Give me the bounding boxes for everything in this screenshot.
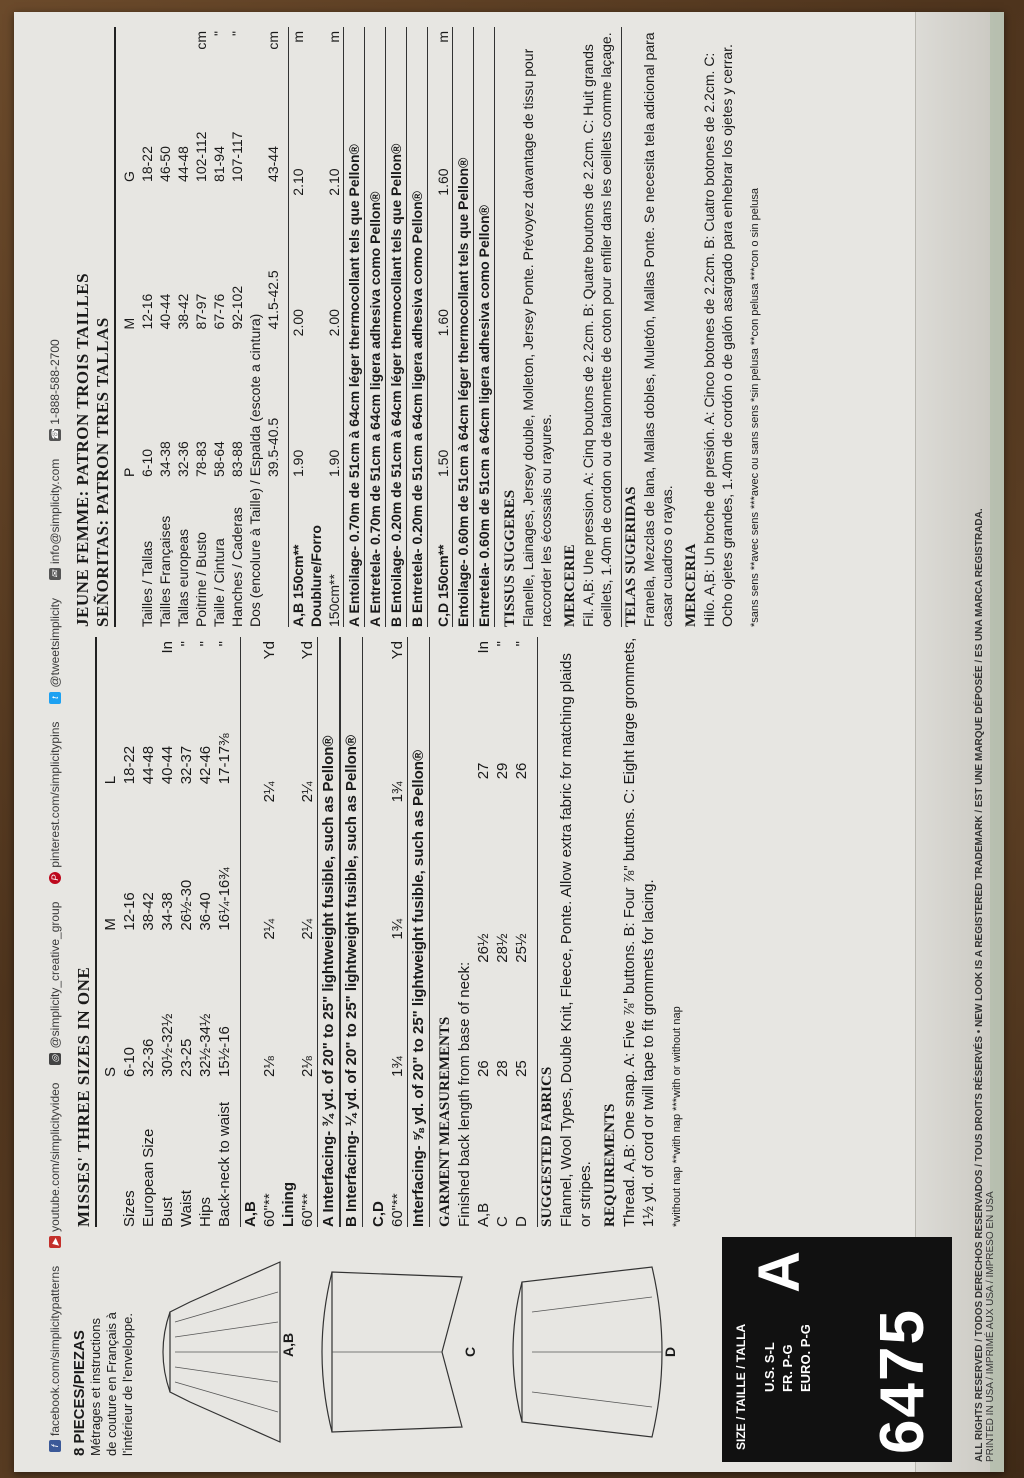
requirements-text: Thread. A,B: One snap. A: Five ⅞" buttons. B: Four ⅞" buttons. C: Eight large grommets, 1½ yd. of cord or twill tape to fit grommets for lacing. [621, 637, 657, 1227]
mercerie-heading: MERCERIE [562, 544, 578, 627]
view-d-drawing [502, 1252, 682, 1452]
cd-interfacing: Interfacing- ⅝ yd. of 20" to 25" lightweight fusible, such as Pellon® [407, 637, 430, 1227]
table-row: Back-neck to waist 15½-16 16¼-16¾ 17-17⅜ " [216, 641, 233, 1227]
view-ab-icon [150, 1252, 300, 1452]
suggested-fabrics-heading: SUGGESTED FABRICS [537, 637, 557, 1227]
table-row: C 28 28½ 29 " [494, 641, 511, 1227]
instagram-icon: ◎ [49, 1053, 61, 1065]
legal-notice [974, 22, 996, 1462]
cd-title: C,D [370, 1201, 387, 1227]
legal-line-2: PRINTED IN USA / IMPRIMÉ AUX USA / IMPRESO EN USA [985, 1191, 996, 1462]
pattern-envelope [14, 12, 1004, 1472]
pieces-line-3: l'intérieur de l'enveloppe. [120, 1313, 135, 1456]
a-entretela: A Entretela- 0.70m de 51cm a 64cm ligera adhesiva como Pellon® [365, 27, 386, 627]
youtube-link: ▶ youtube.com/simplicityvideo [48, 1083, 62, 1248]
legal-line-1: ALL RIGHTS RESERVED / TODOS DERECHOS RESERVADOS / TOUS DROITS RÉSERVÉS • NEW LOOK IS A REGISTERED TRADEMARK / EST UNE MARQUE DÉPOSÉE / ES UNA MARCA REGISTRADA. [974, 508, 985, 1462]
english-ab-yardage [240, 637, 317, 1227]
table-row: Bust 30½-32½ 34-38 40-44 In [159, 641, 176, 1227]
twitter-icon: t [49, 692, 61, 704]
table-row: C,D 150cm** 1.50 1.60 1.60 m [435, 31, 451, 627]
youtube-icon: ▶ [49, 1236, 61, 1248]
pinterest-link: P pinterest.com/simplicitypins [48, 722, 62, 884]
view-c-icon [312, 1252, 482, 1452]
size-col-g: G [121, 171, 137, 182]
french-spanish-column [74, 27, 764, 627]
left-column [72, 1237, 952, 1462]
view-d-label: D [662, 1346, 678, 1357]
garment-measurements-sub: Finished back length from base of neck: [456, 961, 473, 1227]
mercerie-text: Fil. A,B: Une pression. A: Cinq boutons de 2.2cm. B: Quatre boutons de 2.2cm. C: Huit grands oeillets, 1.40m de cordon ou de talonnette de coton pour enfiler dans les oeillets comme laçage. [580, 32, 614, 627]
table-row: 60"** 1¾ 1¾ 1¾ Yd [389, 641, 406, 1227]
b-entoilage: B Entoilage- 0.20m de 51cm à 64cm léger thermocollant tels que Pellon® [386, 27, 407, 627]
view-c-drawing [312, 1252, 482, 1452]
email-link: ✉ info@simplicity.com [48, 459, 62, 580]
a-interfacing: A Interfacing- ¾ yd. of 20" to 25" lightweight fusible, such as Pellon® [317, 637, 340, 1227]
view-ab-label: A,B [280, 1332, 296, 1357]
pinterest-icon: P [49, 872, 61, 884]
french-footnote: *sans sens **avec sens ***avec ou sans sens *sin pelusa **con pelusa ***con o sin pelusa [749, 187, 761, 627]
table-row: Poitrine / Busto 78-83 87-97 102-112 cm [193, 31, 209, 627]
table-row: A,B 150cm** 1.90 2.00 2.10 m [290, 31, 306, 627]
size-fr: FR. P-G [780, 1344, 795, 1392]
doublure-title: Doublure/Forro [308, 525, 324, 627]
table-row: Tailles Françaises 34-38 40-44 46-50 [157, 146, 173, 627]
facebook-link: f facebook.com/simplicitypatterns [48, 1266, 62, 1452]
size-col-p: P [121, 467, 137, 477]
garment-measurements-heading: GARMENT MEASUREMENTS [437, 1016, 453, 1227]
table-row: Sizes 6-10 12-16 18-22 [121, 745, 138, 1227]
english-footnote: *without nap **with nap ***with or without nap [671, 1006, 683, 1227]
envelope-back-content [44, 22, 1004, 1462]
instagram-link: ◎ @simplicity_creative_group [48, 902, 62, 1065]
email-icon: ✉ [49, 568, 61, 580]
table-row: A,B 26 26½ 27 In [475, 641, 492, 1227]
table-row: 60"** 2⅛ 2¼ 2¼ Yd [299, 641, 316, 1227]
table-row: 150cm** 1.90 2.00 2.10 m [326, 31, 342, 627]
table-row: Tailles / Tallas 6-10 12-16 18-22 [139, 146, 155, 627]
table-row: 60"** 2⅛ 2¼ 2¼ Yd [261, 641, 278, 1227]
table-row: Waist 23-25 26½-30 32-37 " [178, 641, 195, 1227]
cd-entoilage: Entoilage- 0.60m de 51cm à 64cm léger thermocollant tels que Pellon® [452, 27, 474, 627]
french-heading: JEUNE FEMME: PATRON TROIS TAILLES [73, 272, 92, 627]
social-links [44, 22, 66, 1462]
table-row: D 25 25½ 26 " [513, 641, 530, 1227]
table-row: Taille / Cintura 58-64 67-76 81-94 " [211, 31, 227, 627]
table-row: Dos (encolure à Taille) / Espalda (escote a cintura) [247, 313, 263, 627]
ab-title: A,B [242, 1201, 259, 1227]
merceria-text: Hilo. A,B: Un broche de presión. A: Cinco botones de 2.2cm. B: Cuatro botones de 2.2cm. C: Ocho ojetes grandes, 1.40m de cordón o de galón asargado para enhebrar los ojetes y cerrar. [701, 44, 735, 627]
phone-link: ☎ 1-888-588-2700 [48, 339, 62, 441]
tissus-suggeres-heading: TISSUS SUGGERES [502, 489, 518, 627]
size-header-row [101, 637, 120, 1227]
telas-sugeridas-heading: TELAS SUGERIDAS [621, 27, 640, 627]
b-interfacing: B Interfacing- ¼ yd. of 20" to 25" lightweight fusible, such as Pellon® [340, 637, 363, 1227]
a-entoilage: A Entoilage- 0.70m de 51cm à 64cm léger thermocollant tels que Pellon® [343, 27, 365, 627]
pieces-line-1: Métrages et instructions [88, 1317, 103, 1456]
size-col-m: M [102, 918, 119, 931]
spanish-heading: SEÑORITAS: PATRON TRES TALLAS [94, 27, 116, 627]
lining-title: Lining [280, 1182, 297, 1227]
view-c-label: C [462, 1346, 478, 1357]
suggested-fabrics-text: Flannel, Wool Types, Double Knit, Fleece, Ponte. Allow extra fabric for matching plaids or stripes. [558, 653, 594, 1227]
table-row: Hanches / Caderas 83-88 92-102 107-117 " [229, 31, 245, 627]
table-row: 39.5-40.5 41.5-42.5 43-44 cm [265, 31, 281, 477]
size-header-row [120, 27, 138, 627]
english-heading: MISSES' THREE SIZES IN ONE [74, 637, 97, 1227]
tissus-suggeres-text: Flanelle, Lainages, Jersey double, Molleton, Jersey Ponte. Prévoyez davantage de tissu pour raccorder les écossais ou rayures. [520, 48, 554, 627]
size-col-l: L [102, 775, 119, 785]
phone-icon: ☎ [50, 429, 60, 441]
table-row: Hips 32½-34½ 36-40 42-46 " [197, 641, 214, 1227]
english-column [74, 637, 687, 1227]
requirements-heading: REQUIREMENTS [602, 1103, 618, 1227]
french-size-table [120, 27, 282, 627]
pieces-info [72, 1237, 136, 1462]
size-col-m: M [121, 317, 137, 330]
twitter-link: t @tweetsimplicity [48, 598, 62, 704]
english-size-table [101, 637, 234, 1227]
french-cd-yardage [434, 27, 452, 627]
b-entretela: B Entretela- 0.20m de 51cm a 64cm ligera adhesiva como Pellon® [407, 27, 428, 627]
garment-measurements-table [474, 637, 531, 1227]
pieces-line-2: de couture en Français à [104, 1312, 119, 1456]
size-col-s: S [102, 1066, 119, 1077]
size-letter: A [747, 1251, 812, 1293]
telas-sugeridas-text: Franela, Mezclas de lana, Mallas dobles, Muletón, Mallas Ponte. Se necesita tela adicional para casar cuadros o rayas. [641, 32, 675, 627]
pattern-number: 6475 [868, 1308, 937, 1454]
pieces-title: 8 PIECES/PIEZAS [71, 1330, 88, 1456]
english-cd-yardage [369, 637, 407, 1227]
view-d-icon [502, 1252, 682, 1452]
cd-entretela: Entretela- 0.60m de 51cm a 64cm ligera adhesiva como Pellon® [474, 27, 495, 627]
table-row: European Size 32-36 38-42 44-48 [140, 745, 157, 1227]
size-us: U.S. S-L [762, 1342, 777, 1392]
size-box [722, 1237, 952, 1462]
size-euro: EURO. P-G [798, 1324, 813, 1392]
view-ab-drawing [150, 1252, 300, 1452]
size-box-title: SIZE / TAILLE / TALLA [734, 1323, 748, 1450]
facebook-icon: f [49, 1440, 61, 1452]
merceria-heading: MERCERIA [683, 543, 699, 627]
table-row: Tallas europeas 32-36 38-42 44-48 [175, 146, 191, 627]
french-ab-yardage [288, 27, 343, 627]
